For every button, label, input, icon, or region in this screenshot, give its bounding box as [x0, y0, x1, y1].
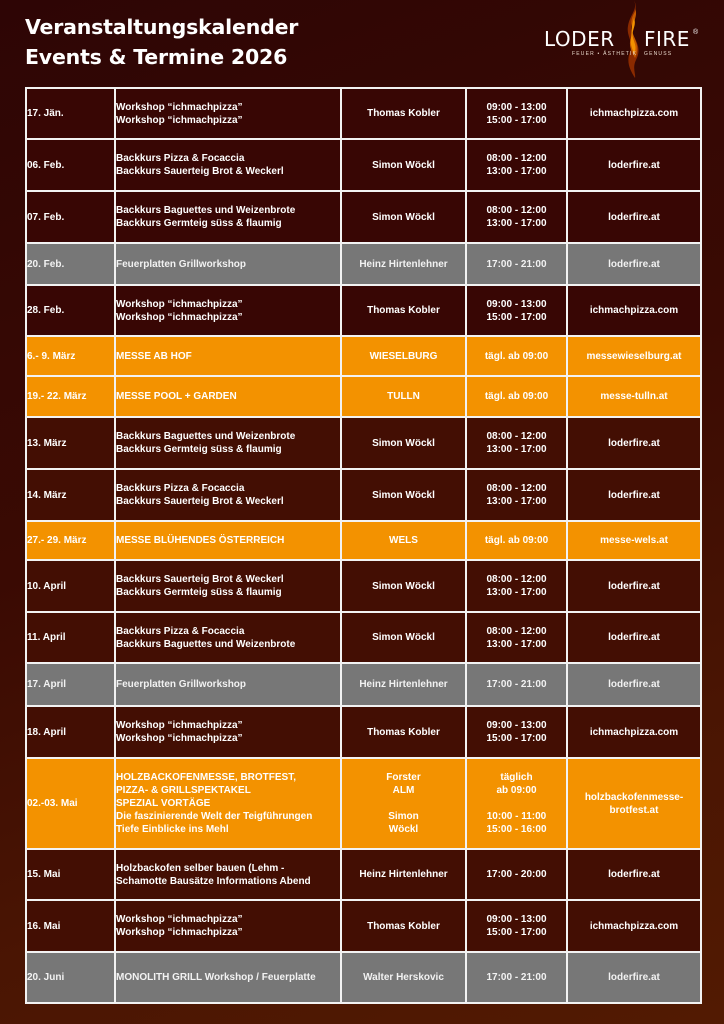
- event-host-line: Simon Wöckl: [372, 159, 435, 171]
- event-title-line: Backkurs Germteig süss & flaumig: [116, 587, 282, 598]
- event-link-line[interactable]: ichmachpizza.com: [589, 305, 679, 316]
- event-time-line: 13:00 - 17:00: [486, 587, 547, 598]
- event-calendar-table: [25, 87, 702, 1004]
- event-title-line: Backkurs Pizza & Focaccia: [116, 625, 245, 637]
- event-time-line: 08:00 - 12:00: [486, 431, 547, 442]
- event-time-line: 17:00 - 21:00: [486, 972, 547, 983]
- event-row: [26, 191, 701, 243]
- event-host-line: Thomas Kobler: [367, 920, 440, 932]
- event-link: [567, 521, 701, 560]
- event-host-line: Heinz Hirtenlehner: [359, 679, 448, 690]
- event-time-line: 17:00 - 21:00: [486, 258, 547, 270]
- event-host-line: ALM: [392, 785, 415, 796]
- event-time-line: 09:00 - 13:00: [486, 914, 547, 925]
- event-title: [115, 336, 341, 376]
- event-date: [26, 336, 115, 376]
- event-link: [567, 706, 701, 758]
- event-title-line: Backkurs Germteig süss & flaumig: [116, 218, 282, 229]
- event-time: [466, 900, 567, 952]
- event-row: [26, 376, 701, 417]
- event-date: [26, 243, 115, 285]
- event-time-line: 08:00 - 12:00: [486, 483, 547, 494]
- event-link: [567, 417, 701, 469]
- event-row: [26, 758, 701, 849]
- event-time-line: 13:00 - 17:00: [486, 444, 547, 455]
- event-date-line: 11. April: [27, 632, 66, 643]
- event-host-line: Forster: [386, 772, 421, 783]
- logo-tagline-left: FEUER • ÄSTHETIK: [572, 51, 638, 57]
- event-time-line: 15:00 - 16:00: [486, 824, 547, 835]
- event-link: [567, 191, 701, 243]
- event-title: [115, 285, 341, 336]
- event-link: [567, 139, 701, 191]
- event-host-line: Simon Wöckl: [372, 632, 435, 643]
- event-time: [466, 612, 567, 663]
- event-title: [115, 952, 341, 1003]
- event-time: [466, 88, 567, 139]
- event-host: [341, 285, 466, 336]
- event-row: [26, 285, 701, 336]
- event-host-line: TULLN: [387, 391, 420, 402]
- event-link-line[interactable]: loderfire.at: [608, 258, 660, 270]
- event-date: [26, 758, 115, 849]
- event-row: [26, 612, 701, 663]
- event-row: [26, 900, 701, 952]
- event-host-line: Wöckl: [388, 824, 419, 835]
- event-title: [115, 663, 341, 706]
- loderfire-logo: [540, 0, 724, 80]
- event-date: [26, 469, 115, 521]
- event-title-line: Workshop “ichmachpizza”: [116, 927, 243, 938]
- event-host: [341, 900, 466, 952]
- event-link-line[interactable]: holzbackofenmesse-: [584, 791, 684, 803]
- event-time: [466, 560, 567, 612]
- event-time: [466, 417, 567, 469]
- event-date-line: 27.- 29. März: [27, 535, 87, 546]
- event-date: [26, 560, 115, 612]
- event-row: [26, 952, 701, 1003]
- event-link: [567, 900, 701, 952]
- event-time: [466, 191, 567, 243]
- event-title-line: Backkurs Baguettes und Weizenbrote: [116, 638, 296, 650]
- event-host: [341, 612, 466, 663]
- event-title: [115, 88, 341, 139]
- event-host-line: Simon: [388, 811, 419, 822]
- event-title: [115, 900, 341, 952]
- event-time: [466, 952, 567, 1003]
- event-link-line[interactable]: ichmachpizza.com: [589, 726, 679, 738]
- event-host: [341, 560, 466, 612]
- event-date: [26, 900, 115, 952]
- event-row: [26, 243, 701, 285]
- event-link-line[interactable]: ichmachpizza.com: [589, 920, 679, 932]
- event-time: [466, 663, 567, 706]
- event-link-line[interactable]: loderfire.at: [608, 869, 660, 880]
- event-time: [466, 243, 567, 285]
- event-host-line: Simon Wöckl: [372, 580, 435, 592]
- event-title-line: Feuerplatten Grillworkshop: [116, 258, 247, 270]
- event-host-line: [342, 797, 465, 810]
- event-title-line: Backkurs Baguettes und Weizenbrote: [116, 431, 296, 442]
- event-date-line: 06. Feb.: [27, 159, 65, 171]
- event-title-line: Backkurs Pizza & Focaccia: [116, 153, 245, 164]
- event-time-line: 08:00 - 12:00: [486, 625, 547, 637]
- event-host: [341, 139, 466, 191]
- event-host: [341, 417, 466, 469]
- event-title-line: Workshop “ichmachpizza”: [116, 720, 243, 731]
- event-date: [26, 952, 115, 1003]
- event-time-line: 13:00 - 17:00: [486, 496, 547, 507]
- event-date-line: 07. Feb.: [27, 211, 65, 223]
- event-time: [466, 376, 567, 417]
- event-time: [466, 849, 567, 900]
- event-link-line[interactable]: brotfest.at: [609, 804, 659, 816]
- event-link: [567, 612, 701, 663]
- event-date: [26, 285, 115, 336]
- event-row: [26, 521, 701, 560]
- event-title-line: Workshop “ichmachpizza”: [116, 298, 243, 310]
- page-title: [25, 12, 298, 72]
- event-link-line[interactable]: messewieselburg.at: [586, 350, 682, 362]
- event-date-line: 6.- 9. März: [27, 350, 76, 362]
- event-time-line: 08:00 - 12:00: [486, 574, 547, 585]
- event-link: [567, 758, 701, 849]
- event-link-line[interactable]: loderfire.at: [608, 437, 660, 449]
- event-link: [567, 560, 701, 612]
- event-time-line: 09:00 - 13:00: [486, 720, 547, 731]
- event-date: [26, 376, 115, 417]
- event-host: [341, 88, 466, 139]
- event-host: [341, 952, 466, 1003]
- event-title-line: HOLZBACKOFENMESSE, BROTFEST,: [116, 772, 297, 783]
- event-link: [567, 952, 701, 1003]
- event-title-line: Backkurs Baguettes und Weizenbrote: [116, 205, 296, 216]
- event-host: [341, 758, 466, 849]
- event-title-line: Workshop “ichmachpizza”: [116, 733, 243, 744]
- event-title-line: Workshop “ichmachpizza”: [116, 114, 243, 126]
- event-link-line[interactable]: loderfire.at: [608, 211, 660, 223]
- registered-mark: ®: [693, 29, 699, 36]
- event-date: [26, 612, 115, 663]
- event-date-line: 10. April: [27, 580, 67, 592]
- event-time-line: 09:00 - 13:00: [486, 101, 547, 113]
- event-time-line: 15:00 - 17:00: [486, 114, 547, 126]
- event-title: [115, 243, 341, 285]
- event-time-line: 15:00 - 17:00: [486, 927, 547, 938]
- event-title-line: Backkurs Sauerteig Brot & Weckerl: [116, 496, 284, 507]
- event-time-line: 10:00 - 11:00: [486, 811, 547, 822]
- event-time-line: [467, 797, 566, 810]
- event-row: [26, 469, 701, 521]
- event-title-line: PIZZA- & GRILLSPEKTAKEL: [116, 785, 251, 796]
- event-time: [466, 285, 567, 336]
- flame-icon: [622, 0, 646, 78]
- event-time: [466, 469, 567, 521]
- event-title: [115, 612, 341, 663]
- event-title-line: Tiefe Einblicke ins Mehl: [116, 824, 229, 835]
- event-host-line: Thomas Kobler: [367, 726, 440, 738]
- event-time-line: 13:00 - 17:00: [486, 218, 547, 229]
- event-link-line[interactable]: messe-tulln.at: [600, 391, 668, 402]
- event-host: [341, 849, 466, 900]
- event-title-line: Workshop “ichmachpizza”: [116, 914, 243, 925]
- event-title: [115, 139, 341, 191]
- event-link-line[interactable]: messe-wels.at: [600, 535, 668, 546]
- event-title-line: Schamotte Bausätze Informations Abend: [116, 875, 311, 887]
- event-host-line: Thomas Kobler: [367, 108, 440, 119]
- event-date: [26, 417, 115, 469]
- event-date-line: 17. April: [27, 679, 67, 690]
- event-date: [26, 663, 115, 706]
- event-date-line: 19.- 22. März: [27, 391, 87, 402]
- event-link-line[interactable]: loderfire.at: [608, 580, 660, 592]
- event-time-line: tägl. ab 09:00: [484, 391, 549, 402]
- event-title-line: MESSE POOL + GARDEN: [116, 391, 237, 402]
- event-title: [115, 376, 341, 417]
- event-title: [115, 469, 341, 521]
- event-time-line: 09:00 - 13:00: [486, 298, 547, 310]
- event-host: [341, 376, 466, 417]
- event-date-line: 28. Feb.: [27, 305, 65, 316]
- event-title: [115, 417, 341, 469]
- event-link: [567, 243, 701, 285]
- event-link-line[interactable]: loderfire.at: [608, 632, 660, 643]
- event-date-line: 18. April: [27, 726, 67, 738]
- event-host-line: Simon Wöckl: [372, 489, 435, 501]
- event-host-line: Heinz Hirtenlehner: [359, 258, 448, 270]
- event-host-line: Walter Herskovic: [363, 972, 444, 983]
- event-host-line: Heinz Hirtenlehner: [359, 869, 448, 880]
- event-title-line: Backkurs Sauerteig Brot & Weckerl: [116, 166, 284, 177]
- event-host-line: Simon Wöckl: [372, 437, 435, 449]
- event-host: [341, 521, 466, 560]
- event-row: [26, 336, 701, 376]
- event-time: [466, 336, 567, 376]
- event-date-line: 20. Feb.: [27, 258, 65, 270]
- event-link-line[interactable]: loderfire.at: [608, 159, 660, 171]
- event-host: [341, 191, 466, 243]
- event-title-line: Backkurs Germteig süss & flaumig: [116, 444, 282, 455]
- event-title-line: MONOLITH GRILL Workshop / Feuerplatte: [116, 972, 316, 983]
- event-title: [115, 560, 341, 612]
- event-row: [26, 417, 701, 469]
- event-host: [341, 663, 466, 706]
- event-row: [26, 849, 701, 900]
- event-title-line: Die faszinierende Welt der Teigführungen: [116, 811, 313, 822]
- event-title: [115, 521, 341, 560]
- event-date-line: 17. Jän.: [27, 108, 64, 119]
- event-link-line[interactable]: loderfire.at: [608, 489, 660, 501]
- event-time-line: 15:00 - 17:00: [486, 733, 547, 744]
- event-date: [26, 139, 115, 191]
- title-line-2: Events & Termine 2026: [25, 45, 288, 69]
- event-time: [466, 139, 567, 191]
- logo-tagline-right: GENUSS: [644, 51, 673, 57]
- event-date: [26, 849, 115, 900]
- title-line-1: Veranstaltungskalender: [25, 15, 299, 39]
- event-link: [567, 336, 701, 376]
- logo-word-loder: LODER: [544, 27, 615, 51]
- logo-word-fire: FIRE: [644, 27, 690, 51]
- event-time-line: 08:00 - 12:00: [486, 205, 547, 216]
- event-title-line: Backkurs Sauerteig Brot & Weckerl: [116, 574, 284, 585]
- event-link: [567, 285, 701, 336]
- event-title-line: MESSE AB HOF: [116, 350, 192, 362]
- event-link: [567, 663, 701, 706]
- event-date: [26, 706, 115, 758]
- event-row: [26, 560, 701, 612]
- event-link-line[interactable]: loderfire.at: [608, 972, 660, 983]
- event-link: [567, 88, 701, 139]
- event-date-line: 15. Mai: [27, 869, 61, 880]
- event-link: [567, 376, 701, 417]
- event-title-line: Backkurs Pizza & Focaccia: [116, 483, 245, 494]
- event-host: [341, 336, 466, 376]
- event-date: [26, 521, 115, 560]
- event-time-line: 08:00 - 12:00: [486, 153, 547, 164]
- event-link-line[interactable]: loderfire.at: [608, 679, 660, 690]
- event-title-line: Workshop “ichmachpizza”: [116, 101, 243, 113]
- event-time-line: tägl. ab 09:00: [484, 350, 549, 362]
- event-time: [466, 758, 567, 849]
- event-title: [115, 706, 341, 758]
- event-time-line: ab 09:00: [496, 785, 537, 796]
- event-time-line: täglich: [500, 772, 533, 783]
- event-title-line: MESSE BLÜHENDES ÖSTERREICH: [116, 535, 285, 546]
- event-title-line: Feuerplatten Grillworkshop: [116, 679, 247, 690]
- event-link-line[interactable]: ichmachpizza.com: [589, 108, 679, 119]
- event-time: [466, 521, 567, 560]
- event-host-line: Simon Wöckl: [372, 211, 435, 223]
- event-title-line: Holzbackofen selber bauen (Lehm -: [116, 862, 285, 874]
- event-link: [567, 849, 701, 900]
- event-title: [115, 191, 341, 243]
- event-host: [341, 706, 466, 758]
- event-host-line: WIESELBURG: [369, 350, 438, 362]
- event-time-line: 13:00 - 17:00: [486, 638, 547, 650]
- event-time-line: 17:00 - 21:00: [486, 679, 547, 690]
- event-date-line: 20. Juni: [27, 972, 65, 983]
- event-row: [26, 139, 701, 191]
- event-time-line: 13:00 - 17:00: [486, 166, 547, 177]
- event-time-line: 17:00 - 20:00: [486, 869, 547, 880]
- event-title-line: SPEZIAL VORTÄGE: [116, 798, 211, 809]
- event-date: [26, 88, 115, 139]
- event-title-line: Workshop “ichmachpizza”: [116, 311, 243, 323]
- event-time-line: 15:00 - 17:00: [486, 311, 547, 323]
- event-title: [115, 758, 341, 849]
- event-title: [115, 849, 341, 900]
- event-row: [26, 88, 701, 139]
- event-time-line: tägl. ab 09:00: [484, 535, 549, 546]
- event-host: [341, 243, 466, 285]
- event-row: [26, 663, 701, 706]
- event-row: [26, 706, 701, 758]
- event-host: [341, 469, 466, 521]
- event-date-line: 13. März: [27, 437, 67, 449]
- event-host-line: WELS: [389, 535, 418, 546]
- event-date-line: 14. März: [27, 489, 67, 501]
- event-time: [466, 706, 567, 758]
- event-date-line: 02.-03. Mai: [27, 798, 78, 809]
- event-date-line: 16. Mai: [27, 920, 61, 932]
- event-host-line: Thomas Kobler: [367, 305, 440, 316]
- event-link: [567, 469, 701, 521]
- event-date: [26, 191, 115, 243]
